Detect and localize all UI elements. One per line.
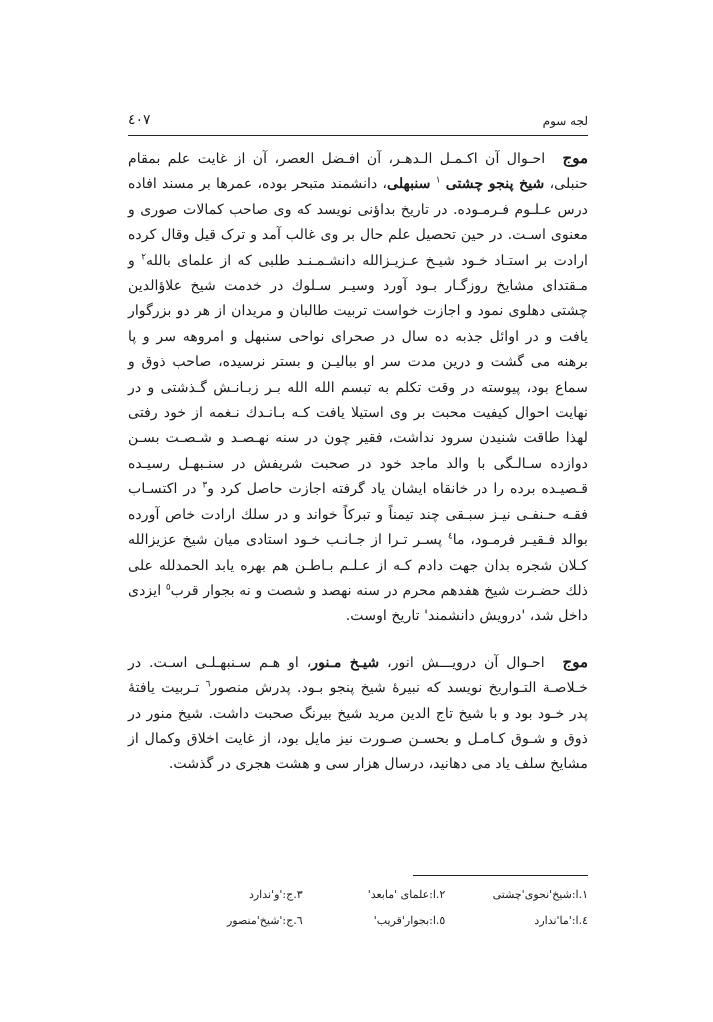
entry-tag: موج — [562, 652, 588, 671]
footnote-row — [160, 882, 588, 908]
entry-tag: موج — [562, 149, 588, 167]
person-nisba: سنبهلی — [387, 176, 431, 193]
person-name: شیخ پنجو چشتی — [445, 176, 545, 193]
text-segment: و مـقتدای مشایخ روزگـار بـود آورد وسیـر سـلوك در خدمت شیخ علاؤالدین چشتی دهلوی نمود و اجازت خواست تربیت طالبان و مریدان از هر دو بزرگوار یافت و در اوائل جذبه ده سال در صحرای نواحی سنبهل و امروهه سر و پا برهنه می گشت و درین مدت سر او ببالیـن و بستر نرسیده، صاحب ذوق و سماع بود، پیوسته در وقت تکلم به تبسم الله الله بـر زبـانـش گـذشتی و در نهایت احوال کیفیت محبت بر وی استیلا یافت کـه بـانـدك نـغمه از خود رفتی لهذا طاقت شنیدن سرود نداشت، فقیر چون در سنه نهـصـد و شـصـت بسـن دوازده سـالـگی با والد ماجد خود در صحبت شریفش در سنـبهـل رسیـده قـصیـده برده را در خانقاه ایشان یاد گرفته اجازت حاصل کرد و — [128, 252, 588, 498]
running-title: لجه سوم — [542, 114, 588, 128]
footnote-row — [160, 908, 588, 934]
main-text — [128, 146, 588, 778]
footnote-ref: ٥ — [165, 582, 171, 593]
footnote-rule — [413, 875, 588, 876]
footnote: ٤.ا:'ما'ندارد — [534, 914, 588, 927]
footnote: ٣.ج:'و'ندارد — [248, 888, 303, 901]
text-segment: پسـر تـرا از جـانـب خـود استادی میان شیخ عزیزالله کـلان شجره بدان جهت دادم کـه از عـلـم بـاطـن هم بهره یابد الحمدلله علی ذلك حضـرت شیخ هفدهم محرم در سنه نهصد و شصت و نه بجوار قرب — [128, 532, 589, 599]
text-segment: در اکتسـاب فقـه حـنفـی نیـز سبـقی چند تیمناً و تبرکاً خواند و در سلك ارادت خاص آورده بوالد فـقیـر فرمـود، ما — [128, 481, 588, 549]
text-segment: احـوال آن درویـــش انور، — [379, 654, 545, 671]
footnote-ref: ١ — [435, 175, 441, 186]
person-name: شیـخ مـنور — [311, 654, 380, 671]
footnote-ref: ٢ — [141, 251, 147, 262]
text-segment: ، دانشمند متبحر بوده، عمرها بر مسند افاده درس عـلـوم فـرمـوده. در تاریخ بداؤنی نویسد که وی صاحب کمالات صوری و معنوی اسـت. در حین تحصیل علم حال بر وی غالب آمد و ترک قیل وقال کرده ارادت بر استـاد خـود شیـخ عـزیـزالله دانشـمـنـد طلبی که از علمای بالله — [128, 176, 588, 269]
footnote-ref: ٣ — [202, 480, 208, 491]
text-segment: تـربیت یافتهٔ پدر خـود بود و با شیخ تاج الدین مرید شیخ بیرنگ صحبت داشت. شیخ منور در ذوق و شـوق کـامـل و بحسـن صـورت نیز مایل بود، از غایت اخلاق وکمال از مشایخ سلف یاد می دهانید، درسال هزار سی و هشت هجری در گذشت. — [128, 680, 588, 773]
footnotes — [160, 882, 588, 934]
footnote: ٢.ا:علمای 'مابعد' — [367, 888, 446, 901]
header-rule — [128, 135, 588, 136]
page-header — [128, 112, 588, 134]
page-number: ٤٠٧ — [128, 112, 151, 128]
footnote-ref: ٤ — [447, 531, 453, 542]
text-segment: احـوال آن اکـمـل الـدهـر، آن افـضل العصر، آن از غایت علم بمقام حنبلی، — [128, 151, 589, 193]
text-segment: ایزدی داخل شد، 'درویش دانشمند' تاریخ اوست. — [128, 582, 588, 625]
entry-shaikh-panju — [128, 146, 588, 630]
footnote: ٦.ج:'شیخ'منصور — [227, 914, 303, 927]
footnote: ١.ا:شیخ'نحوی'چشتی — [492, 888, 588, 901]
footnote-ref: ٦ — [205, 679, 211, 690]
entry-shaikh-munawwar — [128, 650, 588, 778]
text-segment: ، او هـم سـنبهـلـی اسـت. در خـلاصـة التـواریخ نویسد که نبیرهٔ شیخ پنجو بـود. پدرش منصور — [128, 654, 589, 697]
footnote: ٥.ا:بجوار'قریب' — [373, 914, 446, 927]
